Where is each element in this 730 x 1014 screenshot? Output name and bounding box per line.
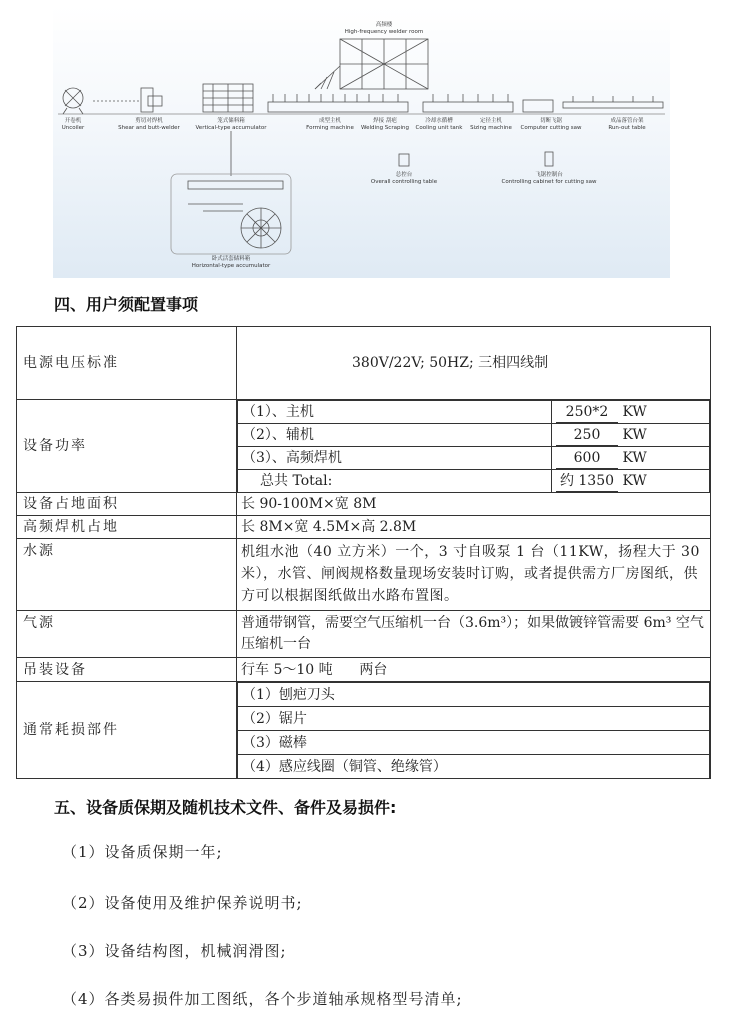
power-value-cell (552, 470, 710, 493)
wear-item: （2）锯片 (238, 707, 710, 731)
forming-en-label: Forming machine (306, 125, 354, 131)
welding-en-label: Welding Scraping (361, 125, 409, 131)
voltage-label: 电源电压标准 (17, 327, 237, 400)
vertical-accumulator-drawing (203, 84, 253, 112)
table-row (17, 400, 711, 493)
cooling-en-label: Cooling unit tank (415, 125, 463, 131)
list-item: （4）各类易损件加工图纸，各个步道轴承规格型号清单; (62, 990, 463, 1008)
power-value: 250*2 (556, 402, 618, 423)
saw-cabinet-drawing (545, 152, 553, 166)
control-cn-label: 总控台 (395, 172, 413, 178)
power-value: 250 (556, 425, 618, 446)
runout-en-label: Run-out table (608, 125, 646, 131)
table-row (17, 516, 711, 539)
power-item: （2）、辅机 (238, 424, 552, 447)
mill-line-drawing (268, 94, 663, 112)
forming-cn-label: 成型主机 (318, 118, 341, 124)
config-table (16, 326, 711, 779)
area-value: 长 90-100M×宽 8M (237, 493, 711, 516)
list-item: （3）设备结构图，机械润滑图; (62, 942, 287, 960)
power-row (238, 470, 710, 493)
uncoiler-drawing (63, 88, 83, 114)
power-value: 600 (556, 448, 618, 469)
power-value-cell (552, 447, 710, 470)
table-row (17, 327, 711, 400)
power-item: （1）、主机 (238, 401, 552, 424)
list-item: （1）设备质保期一年; (62, 843, 223, 861)
vacc-en-label: Vertical-type accumulator (195, 125, 267, 131)
table-row (17, 611, 711, 658)
cabinet-en-label: Controlling cabinet for cutting saw (501, 179, 597, 185)
power-item: （3）、高频焊机 (238, 447, 552, 470)
welder-value: 长 8M×宽 4.5M×高 2.8M (237, 516, 711, 539)
control-en-label: Overall controlling table (370, 179, 438, 185)
power-value-cell (552, 424, 710, 447)
hacc-en-label: Horizontal-type accumulator (191, 263, 271, 269)
shear-en-label: Shear and butt-welder (118, 125, 180, 131)
wear-item: （4）感应线圈（铜管、绝缘管） (238, 755, 710, 779)
power-label: 设备功率 (17, 400, 237, 493)
power-row (238, 447, 710, 470)
wear-item: （3）磁棒 (238, 731, 710, 755)
cabinet-cn-label: 飞锯控制台 (535, 172, 563, 178)
table-row (17, 682, 711, 779)
table-row (17, 539, 711, 611)
room-cn-label: 高频楼 (375, 22, 393, 28)
room-en-label: High-frequency welder room (344, 29, 424, 35)
lift-label: 吊装设备 (17, 658, 237, 682)
saw-en-label: Computer cutting saw (520, 125, 582, 131)
area-label: 设备占地面积 (17, 493, 237, 516)
sizing-en-label: Sizing machine (470, 125, 512, 131)
power-value: 约 1350 (556, 471, 618, 492)
section4-title: 四、用户须配置事项 (54, 295, 199, 314)
horizontal-accumulator-drawing (171, 174, 291, 254)
saw-cn-label: 切断飞锯 (539, 118, 562, 124)
table-row (17, 493, 711, 516)
welder-label: 高频焊机占地 (17, 516, 237, 539)
power-value-cell (552, 401, 710, 424)
air-value: 普通带钢管，需要空气压缩机一台（3.6m³）；如果做镀锌管需要 6m³ 空气压缩机一台 (237, 611, 711, 658)
power-cell (237, 400, 711, 493)
wear-label: 通常耗损部件 (17, 682, 237, 779)
power-unit: KW (622, 472, 647, 489)
water-value: 机组水池（40 立方米）一个，3 寸自吸泵 1 台（11KW，扬程大于 30 米），水管、闸阀规格数量现场安装时订购，或者提供需方厂房图纸，供方可以根据图纸做出水路布置图。 (237, 539, 711, 611)
voltage-value: 380V/22V; 50HZ; 三相四线制 (237, 327, 711, 400)
shear-welder-drawing (93, 88, 162, 112)
wear-item: （1）刨疤刀头 (238, 683, 710, 707)
vacc-cn-label: 笼式储料箱 (217, 118, 245, 124)
wear-cell (237, 682, 711, 779)
water-label: 水源 (17, 539, 237, 611)
production-line-diagram (53, 6, 670, 278)
production-line-drawing (53, 6, 670, 278)
runout-cn-label: 成品落管台架 (610, 118, 644, 124)
control-table-drawing (399, 154, 409, 166)
list-item: （2）设备使用及维护保养说明书; (62, 894, 303, 912)
wear-table (237, 682, 710, 778)
hacc-cn-label: 卧式活套储料箱 (211, 256, 251, 262)
power-unit: KW (622, 426, 647, 443)
uncoiler-en-label: Uncoiler (61, 125, 85, 131)
cooling-cn-label: 冷却水循槽 (425, 118, 453, 124)
power-unit: KW (622, 403, 647, 420)
uncoiler-cn-label: 开卷机 (64, 118, 82, 124)
air-label: 气源 (17, 611, 237, 658)
welding-cn-label: 焊接 刮疤 (373, 118, 397, 124)
power-unit: KW (622, 449, 647, 466)
hf-room-drawing (315, 39, 428, 89)
power-item: 总共 Total: (238, 470, 552, 493)
power-table (237, 400, 710, 492)
shear-cn-label: 剪切对焊机 (135, 118, 163, 124)
table-row (17, 658, 711, 682)
power-row (238, 424, 710, 447)
section5-title: 五、设备质保期及随机技术文件、备件及易损件: (54, 798, 397, 817)
power-row (238, 401, 710, 424)
lift-value: 行车 5～10 吨 两台 (237, 658, 711, 682)
sizing-cn-label: 定径主机 (479, 118, 502, 124)
